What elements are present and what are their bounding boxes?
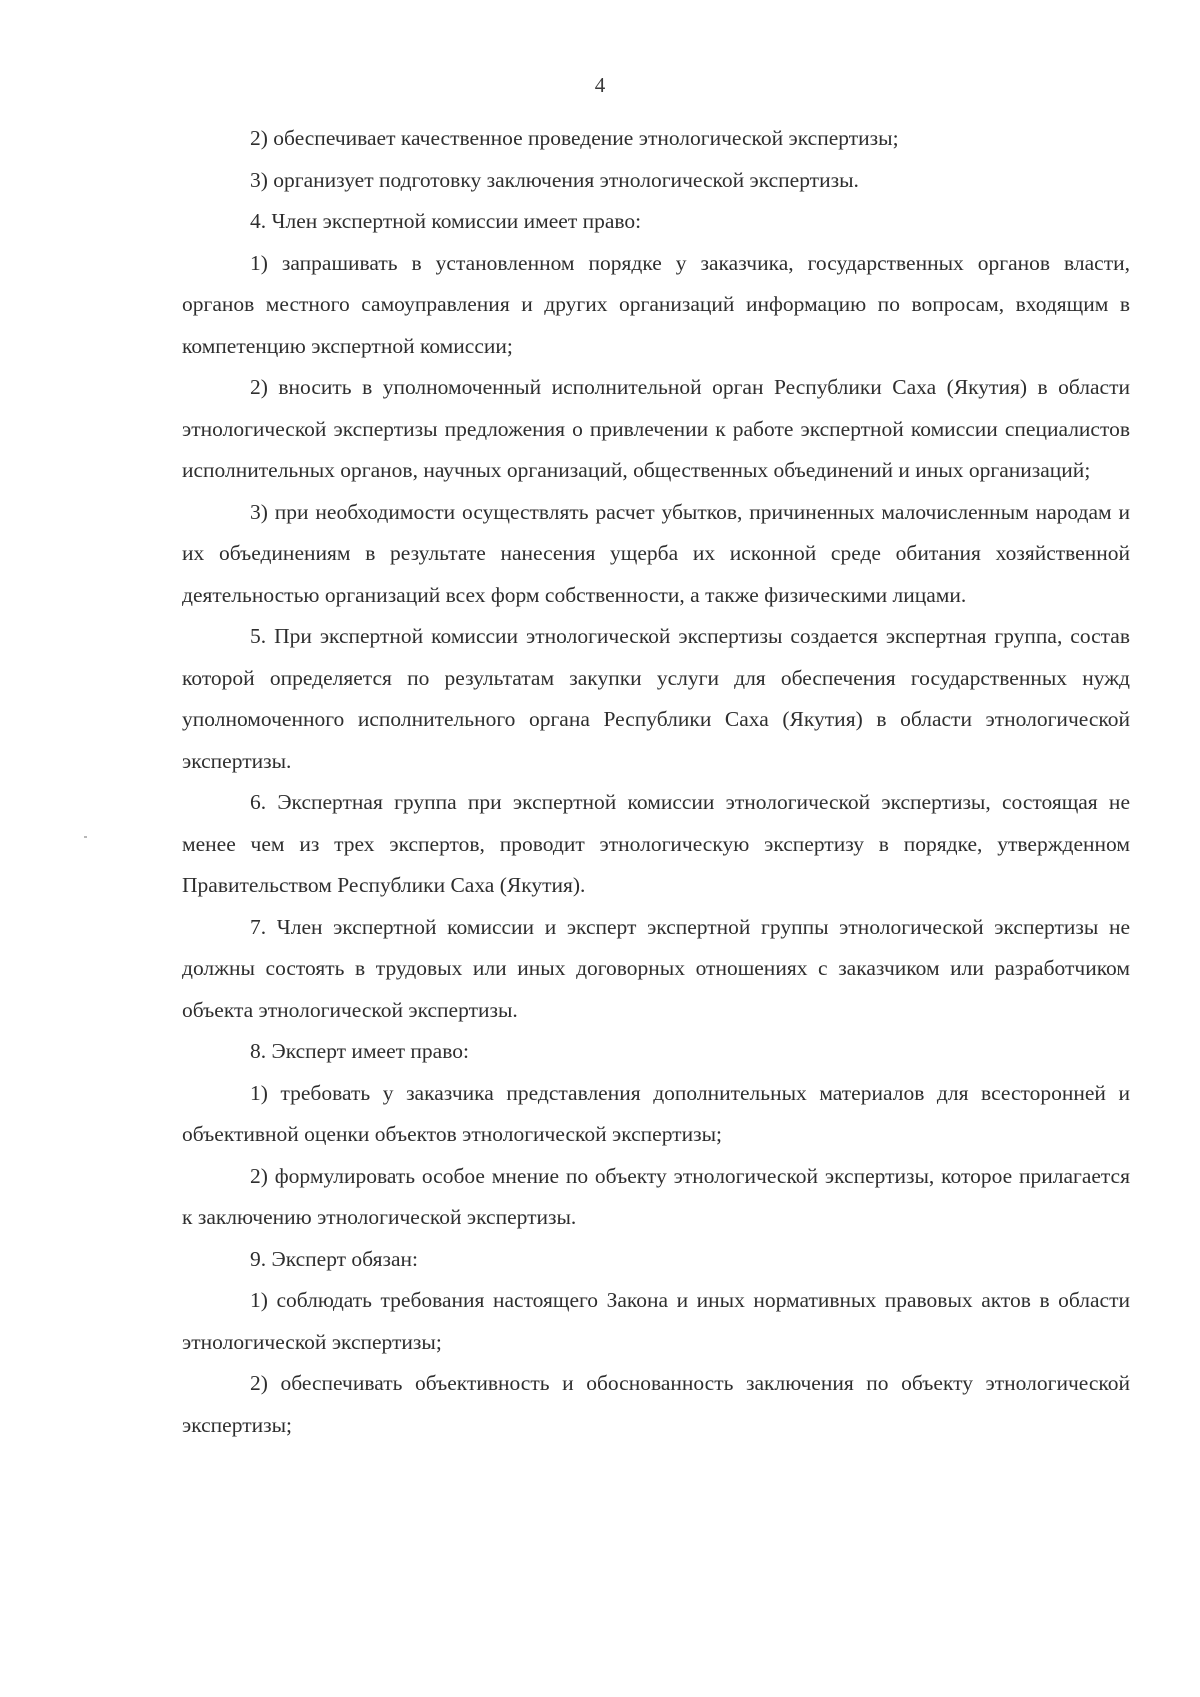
section-6: 6. Экспертная группа при экспертной комиссии этнологической экспертизы, состоящая не менее чем из трех экспертов, проводит этнологическую экспертизу в порядке, утвержденном Правительством Республики Саха (Якутия). — [182, 790, 1130, 897]
paragraph-4-1: 1) запрашивать в установленном порядке у заказчика, государственных органов власти, органов местного самоуправления и других организаций информацию по вопросам, входящим в компетенцию экспертной комиссии; — [182, 250, 1130, 358]
paragraph-4-2: 2) вносить в уполномоченный исполнительной орган Республики Саха (Якутия) в области этнологической экспертизы предложения о привлечении к работе экспертной комиссии специалистов исполнительных органов, научных организаций, общественных объединений и иных организаций; — [182, 375, 1130, 482]
section-7: 7. Член экспертной комиссии и эксперт экспертной группы этнологической экспертизы не должны состоять в трудовых или иных договорных отношениях с заказчиком или разработчиком объекта этнологической экспертизы. — [182, 914, 1130, 1022]
paragraph-2-2: 3) организует подготовку заключения этнологической экспертизы. — [250, 167, 859, 192]
paragraph-9-2: 2) обеспечивать объективность и обоснованность заключения по объекту этнологической экспертизы; — [182, 1371, 1130, 1437]
paragraph-2-1: 2) обеспечивает качественное проведение этнологической экспертизы; — [250, 126, 899, 150]
section-9-heading: 9. Эксперт обязан: — [250, 1246, 418, 1271]
section-8-heading: 8. Эксперт имеет право: — [250, 1039, 469, 1063]
paragraph-4-3: 3) при необходимости осуществлять расчет убытков, причиненных малочисленным народам и их объединениям в результате нанесения ущерба их исконной среде обитания хозяйственной деятельностью организаций всех форм собственности, а также физическими лицами. — [182, 499, 1130, 607]
section-4-heading: 4. Член экспертной комиссии имеет право: — [250, 209, 642, 233]
paragraph-9-1: 1) соблюдать требования настоящего Закона и иных нормативных правовых актов в области этнологической экспертизы; — [182, 1288, 1130, 1354]
paragraph-8-2: 2) формулировать особое мнение по объекту этнологической экспертизы, которое прилагается к заключению этнологической экспертизы. — [182, 1163, 1130, 1229]
paragraph-8-1: 1) требовать у заказчика представления дополнительных материалов для всесторонней и объективной оценки объектов этнологической экспертизы; — [182, 1080, 1130, 1146]
page-number: 4 — [594, 73, 606, 97]
document-body — [182, 118, 1130, 1446]
section-5: 5. При экспертной комиссии этнологической экспертизы создается экспертная группа, состав которой определяется по результатам закупки услуги для обеспечения государственных нужд уполномоченного исполнительного органа Республики Саха (Якутия) в области этнологической экспертизы. — [182, 624, 1130, 773]
scan-speck — [84, 836, 87, 838]
